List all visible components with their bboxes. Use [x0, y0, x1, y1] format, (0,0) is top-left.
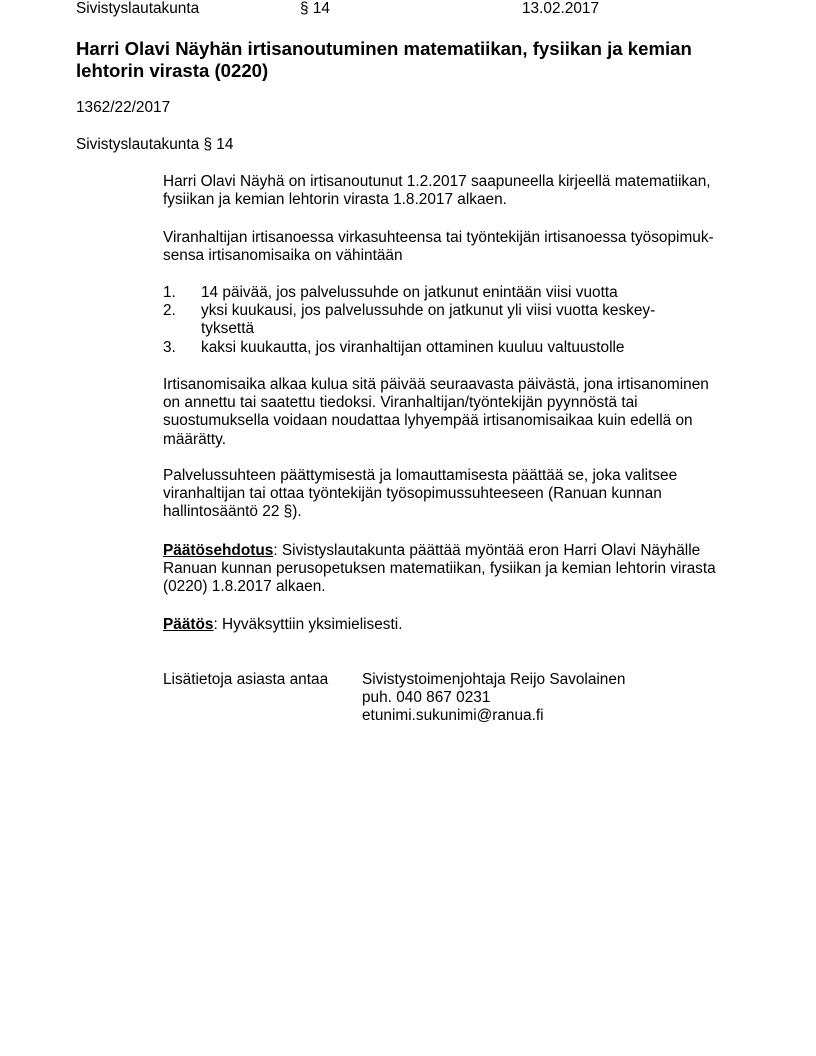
decision-proposal: [163, 542, 716, 597]
decision: [163, 616, 402, 634]
paragraph-line: viranhaltijan tai ottaa työntekijän työsopimussuhteeseen (Ranuan kunnan: [163, 485, 662, 503]
contact-label: Lisätietoja asiasta antaa: [163, 671, 329, 688]
paragraph-resignation: [163, 173, 711, 209]
contact-phone: puh. 040 867 0231: [362, 689, 491, 707]
document-title-line: lehtorin virasta (0220): [76, 60, 269, 81]
list-item-number: 3.: [163, 339, 176, 356]
list-item-line: yksi kuukausi, jos palvelussuhde on jatkunut yli viisi vuotta keskey-: [201, 302, 656, 319]
proposal-first-line: [163, 542, 716, 560]
document-title: [76, 38, 692, 82]
decision-line: [163, 616, 402, 634]
paragraph-line: sensa irtisanomisaika on vähintään: [163, 247, 403, 265]
contact-name: Sivistystoimenjohtaja Reijo Savolainen: [362, 671, 626, 688]
paragraph-line: Viranhaltijan irtisanoessa virkasuhteensa tai työntekijän irtisanoessa työsopimuk-: [163, 229, 714, 246]
proposal-label: Päätösehdotus: [163, 542, 274, 559]
paragraph-notice-start: [163, 376, 709, 449]
list-item-number: 1.: [163, 284, 176, 301]
paragraph-line: on annettu tai saatettu tiedoksi. Viranhaltijan/työntekijän pyynnöstä tai: [163, 394, 638, 412]
case-number: 1362/22/2017: [76, 99, 171, 116]
list-item-text: kaksi kuukautta, jos viranhaltijan ottaminen kuuluu valtuustolle: [201, 339, 625, 356]
header-date: 13.02.2017: [522, 0, 600, 17]
list-item-line: tyksettä: [201, 320, 255, 338]
header-committee: Sivistyslautakunta: [76, 0, 200, 17]
list-item-number: 2.: [163, 302, 176, 319]
decision-label: Päätös: [163, 616, 214, 633]
section-reference: Sivistyslautakunta § 14: [76, 136, 234, 153]
paragraph-line: Irtisanomisaika alkaa kulua sitä päivää seuraavasta päivästä, jona irtisanominen: [163, 376, 709, 393]
paragraph-authority: [163, 467, 677, 522]
proposal-line: Ranuan kunnan perusopetuksen matematiikan, fysiikan ja kemian lehtorin virasta: [163, 560, 716, 578]
paragraph-line: fysiikan ja kemian lehtorin virasta 1.8.2017 alkaen.: [163, 191, 507, 209]
header-section: § 14: [300, 0, 330, 17]
document-title-line: Harri Olavi Näyhän irtisanoutuminen matematiikan, fysiikan ja kemian: [76, 38, 692, 59]
list-item-text: [201, 302, 655, 338]
paragraph-line: Palvelussuhteen päättymisestä ja lomauttamisesta päättää se, joka valitsee: [163, 467, 678, 484]
paragraph-notice-period: [163, 229, 714, 265]
contact-email: etunimi.sukunimi@ranua.fi: [362, 707, 544, 725]
paragraph-line: hallintosääntö 22 §).: [163, 503, 302, 521]
paragraph-line: suostumuksella voidaan noudattaa lyhyempää irtisanomisaikaa kuin edellä on: [163, 412, 693, 430]
proposal-line: (0220) 1.8.2017 alkaen.: [163, 578, 326, 596]
decision-text: : Hyväksyttiin yksimielisesti.: [213, 616, 403, 633]
contact-details: [362, 671, 626, 726]
proposal-text: : Sivistyslautakunta päättää myöntää eron Harri Olavi Näyhälle: [273, 542, 701, 559]
list-item-text: 14 päivää, jos palvelussuhde on jatkunut enintään viisi vuotta: [201, 284, 618, 301]
paragraph-line: määrätty.: [163, 430, 227, 448]
paragraph-line: Harri Olavi Näyhä on irtisanoutunut 1.2.2017 saapuneella kirjeellä matematiikan,: [163, 173, 711, 190]
